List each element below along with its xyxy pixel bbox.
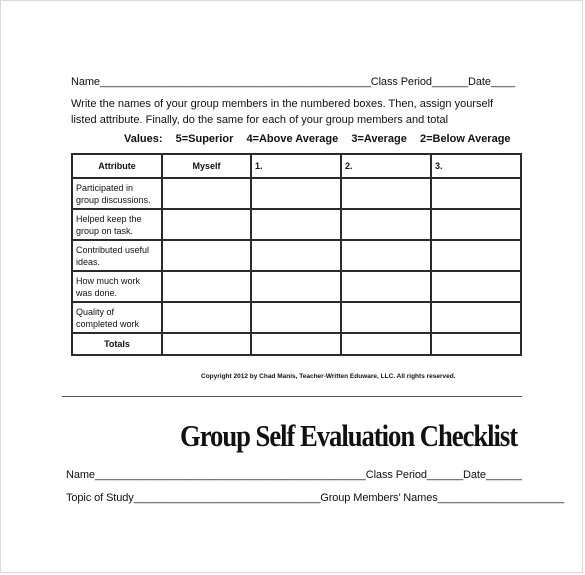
value-average: 3=Average — [351, 133, 407, 145]
table-row — [72, 240, 521, 271]
score-cell-myself[interactable] — [162, 302, 251, 333]
header-member-1: 1. — [251, 154, 341, 178]
totals-row — [72, 333, 521, 355]
total-cell-member-1[interactable] — [251, 333, 341, 355]
values-legend — [124, 133, 521, 145]
attribute-cell: How much work was done. — [72, 271, 162, 302]
score-cell-member-1[interactable] — [251, 271, 341, 302]
score-cell-myself[interactable] — [162, 271, 251, 302]
attribute-cell: Participated in group discussions. — [72, 178, 162, 209]
total-cell-member-3[interactable] — [431, 333, 521, 355]
total-cell-myself[interactable] — [162, 333, 251, 355]
totals-label: Totals — [72, 333, 162, 355]
score-cell-member-2[interactable] — [341, 209, 431, 240]
table-row — [72, 209, 521, 240]
evaluation-table — [71, 153, 522, 356]
score-cell-member-1[interactable] — [251, 302, 341, 333]
header-member-3: 3. — [431, 154, 521, 178]
copyright-notice: Copyright 2012 by Chad Manis, Teacher-Written Eduware, LLC. All rights reserved. — [201, 373, 456, 380]
value-above-average: 4=Above Average — [246, 133, 339, 145]
score-cell-member-1[interactable] — [251, 178, 341, 209]
table-row — [72, 271, 521, 302]
score-cell-member-2[interactable] — [341, 271, 431, 302]
value-superior: 5=Superior — [175, 133, 234, 145]
total-cell-member-2[interactable] — [341, 333, 431, 355]
score-cell-member-3[interactable] — [431, 209, 521, 240]
bottom-name-line: Name_____________________________________________Class Period______Date______ — [66, 469, 522, 481]
score-cell-member-2[interactable] — [341, 240, 431, 271]
attribute-cell: Quality of completed work — [72, 302, 162, 333]
table-row — [72, 302, 521, 333]
score-cell-myself[interactable] — [162, 178, 251, 209]
attribute-cell: Helped keep the group on task. — [72, 209, 162, 240]
section-divider — [62, 396, 522, 397]
score-cell-member-1[interactable] — [251, 209, 341, 240]
topic-of-study-line: Topic of Study_______________________________Group Members’ Names_____________________ — [66, 492, 565, 504]
header-member-2: 2. — [341, 154, 431, 178]
score-cell-member-2[interactable] — [341, 178, 431, 209]
value-below-average: 2=Below Average — [419, 133, 511, 145]
instructions-text: Write the names of your group members in the numbered boxes. Then, assign yourself listed attribute. Finally, do the same for each of your group members and total — [71, 98, 494, 126]
table-row — [72, 178, 521, 209]
score-cell-myself[interactable] — [162, 209, 251, 240]
score-cell-member-3[interactable] — [431, 240, 521, 271]
score-cell-member-3[interactable] — [431, 271, 521, 302]
score-cell-member-3[interactable] — [431, 178, 521, 209]
values-label: Values: — [124, 133, 163, 145]
header-attribute: Attribute — [72, 154, 162, 178]
table-header-row — [72, 154, 521, 178]
checklist-title: Group Self Evaluation Checklist — [180, 418, 518, 453]
score-cell-member-2[interactable] — [341, 302, 431, 333]
attribute-cell: Contributed useful ideas. — [72, 240, 162, 271]
score-cell-myself[interactable] — [162, 240, 251, 271]
header-myself: Myself — [162, 154, 251, 178]
top-name-line: Name_____________________________________________Class Period______Date____ — [71, 76, 515, 88]
score-cell-member-3[interactable] — [431, 302, 521, 333]
score-cell-member-1[interactable] — [251, 240, 341, 271]
